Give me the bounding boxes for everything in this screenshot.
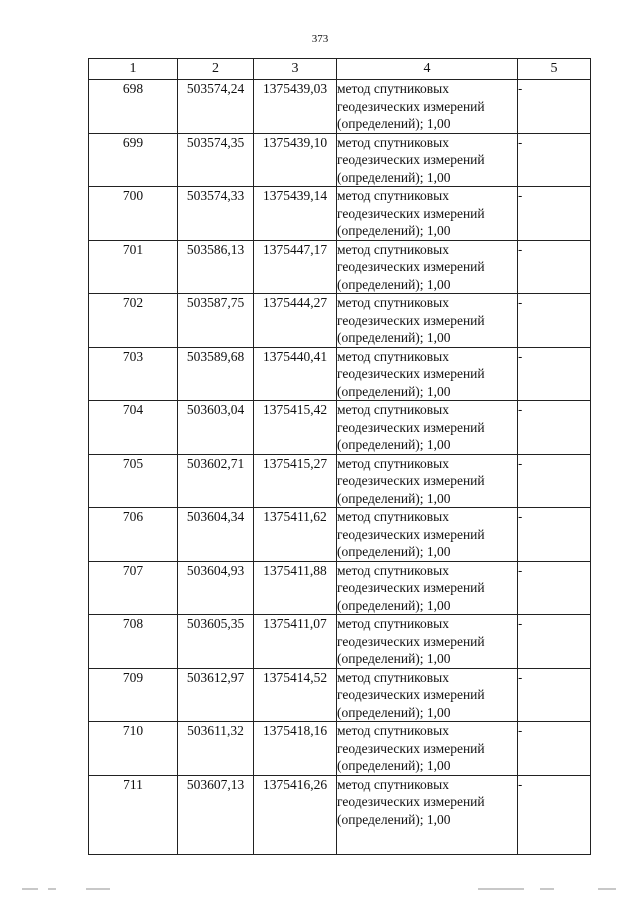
method-cell: метод спутниковых геодезических измерений (определений); 1,00: [337, 187, 518, 241]
table-row: [89, 668, 591, 722]
table-row: [89, 133, 591, 187]
y-coordinate-cell: 1375415,42: [254, 401, 337, 455]
method-cell: метод спутниковых геодезических измерений (определений); 1,00: [337, 347, 518, 401]
x-coordinate-cell: 503607,13: [178, 775, 254, 854]
y-coordinate-cell: 1375414,52: [254, 668, 337, 722]
x-coordinate-cell: 503605,35: [178, 615, 254, 669]
header-col-4: 4: [337, 59, 518, 80]
method-cell: метод спутниковых геодезических измерений (определений); 1,00: [337, 240, 518, 294]
point-number-cell: 711: [89, 775, 178, 854]
point-number-cell: 702: [89, 294, 178, 348]
note-cell: -: [518, 775, 591, 854]
y-coordinate-cell: 1375411,07: [254, 615, 337, 669]
header-col-1: 1: [89, 59, 178, 80]
x-coordinate-cell: 503574,35: [178, 133, 254, 187]
note-cell: -: [518, 668, 591, 722]
point-number-cell: 698: [89, 80, 178, 134]
scan-mark: [540, 888, 554, 890]
table-row: [89, 454, 591, 508]
point-number-cell: 707: [89, 561, 178, 615]
y-coordinate-cell: 1375444,27: [254, 294, 337, 348]
y-coordinate-cell: 1375447,17: [254, 240, 337, 294]
note-cell: -: [518, 80, 591, 134]
note-cell: -: [518, 294, 591, 348]
method-cell: метод спутниковых геодезических измерений (определений); 1,00: [337, 401, 518, 455]
y-coordinate-cell: 1375418,16: [254, 722, 337, 776]
header-col-3: 3: [254, 59, 337, 80]
note-cell: -: [518, 133, 591, 187]
note-cell: -: [518, 508, 591, 562]
point-number-cell: 708: [89, 615, 178, 669]
note-cell: -: [518, 561, 591, 615]
note-cell: -: [518, 454, 591, 508]
y-coordinate-cell: 1375440,41: [254, 347, 337, 401]
table-row: [89, 615, 591, 669]
y-coordinate-cell: 1375439,14: [254, 187, 337, 241]
x-coordinate-cell: 503574,33: [178, 187, 254, 241]
note-cell: -: [518, 187, 591, 241]
table-row: [89, 294, 591, 348]
point-number-cell: 704: [89, 401, 178, 455]
scan-mark: [22, 888, 38, 890]
method-cell: метод спутниковых геодезических измерений (определений); 1,00: [337, 668, 518, 722]
note-cell: -: [518, 615, 591, 669]
table-row: [89, 561, 591, 615]
scan-mark: [478, 888, 524, 890]
table-row: [89, 240, 591, 294]
method-cell: метод спутниковых геодезических измерений (определений); 1,00: [337, 508, 518, 562]
y-coordinate-cell: 1375439,10: [254, 133, 337, 187]
y-coordinate-cell: 1375411,62: [254, 508, 337, 562]
x-coordinate-cell: 503604,93: [178, 561, 254, 615]
y-coordinate-cell: 1375416,26: [254, 775, 337, 854]
method-cell: метод спутниковых геодезических измерений (определений); 1,00: [337, 454, 518, 508]
scan-footer-marks: [0, 888, 640, 894]
scan-mark: [598, 888, 616, 890]
method-cell: метод спутниковых геодезических измерений (определений); 1,00: [337, 561, 518, 615]
x-coordinate-cell: 503574,24: [178, 80, 254, 134]
table-row: [89, 347, 591, 401]
note-cell: -: [518, 240, 591, 294]
scan-mark: [48, 888, 56, 890]
table-row: [89, 775, 591, 854]
y-coordinate-cell: 1375411,88: [254, 561, 337, 615]
table-row: [89, 80, 591, 134]
x-coordinate-cell: 503587,75: [178, 294, 254, 348]
table-body: [89, 80, 591, 855]
table-header-row: [89, 59, 591, 80]
x-coordinate-cell: 503589,68: [178, 347, 254, 401]
header-col-5: 5: [518, 59, 591, 80]
method-cell: метод спутниковых геодезических измерений (определений); 1,00: [337, 775, 518, 854]
method-cell: метод спутниковых геодезических измерений (определений); 1,00: [337, 133, 518, 187]
coordinates-table: [88, 58, 591, 855]
point-number-cell: 705: [89, 454, 178, 508]
point-number-cell: 710: [89, 722, 178, 776]
point-number-cell: 703: [89, 347, 178, 401]
point-number-cell: 706: [89, 508, 178, 562]
method-cell: метод спутниковых геодезических измерений (определений); 1,00: [337, 80, 518, 134]
header-col-2: 2: [178, 59, 254, 80]
note-cell: -: [518, 401, 591, 455]
point-number-cell: 699: [89, 133, 178, 187]
note-cell: -: [518, 347, 591, 401]
y-coordinate-cell: 1375415,27: [254, 454, 337, 508]
page-number: 373: [311, 33, 329, 45]
point-number-cell: 701: [89, 240, 178, 294]
table-row: [89, 401, 591, 455]
table-row: [89, 187, 591, 241]
note-cell: -: [518, 722, 591, 776]
x-coordinate-cell: 503611,32: [178, 722, 254, 776]
method-cell: метод спутниковых геодезических измерений (определений); 1,00: [337, 294, 518, 348]
point-number-cell: 709: [89, 668, 178, 722]
x-coordinate-cell: 503586,13: [178, 240, 254, 294]
x-coordinate-cell: 503602,71: [178, 454, 254, 508]
method-cell: метод спутниковых геодезических измерений (определений); 1,00: [337, 615, 518, 669]
x-coordinate-cell: 503604,34: [178, 508, 254, 562]
point-number-cell: 700: [89, 187, 178, 241]
table-row: [89, 722, 591, 776]
scan-mark: [86, 888, 110, 890]
x-coordinate-cell: 503612,97: [178, 668, 254, 722]
method-cell: метод спутниковых геодезических измерений (определений); 1,00: [337, 722, 518, 776]
table-row: [89, 508, 591, 562]
y-coordinate-cell: 1375439,03: [254, 80, 337, 134]
x-coordinate-cell: 503603,04: [178, 401, 254, 455]
